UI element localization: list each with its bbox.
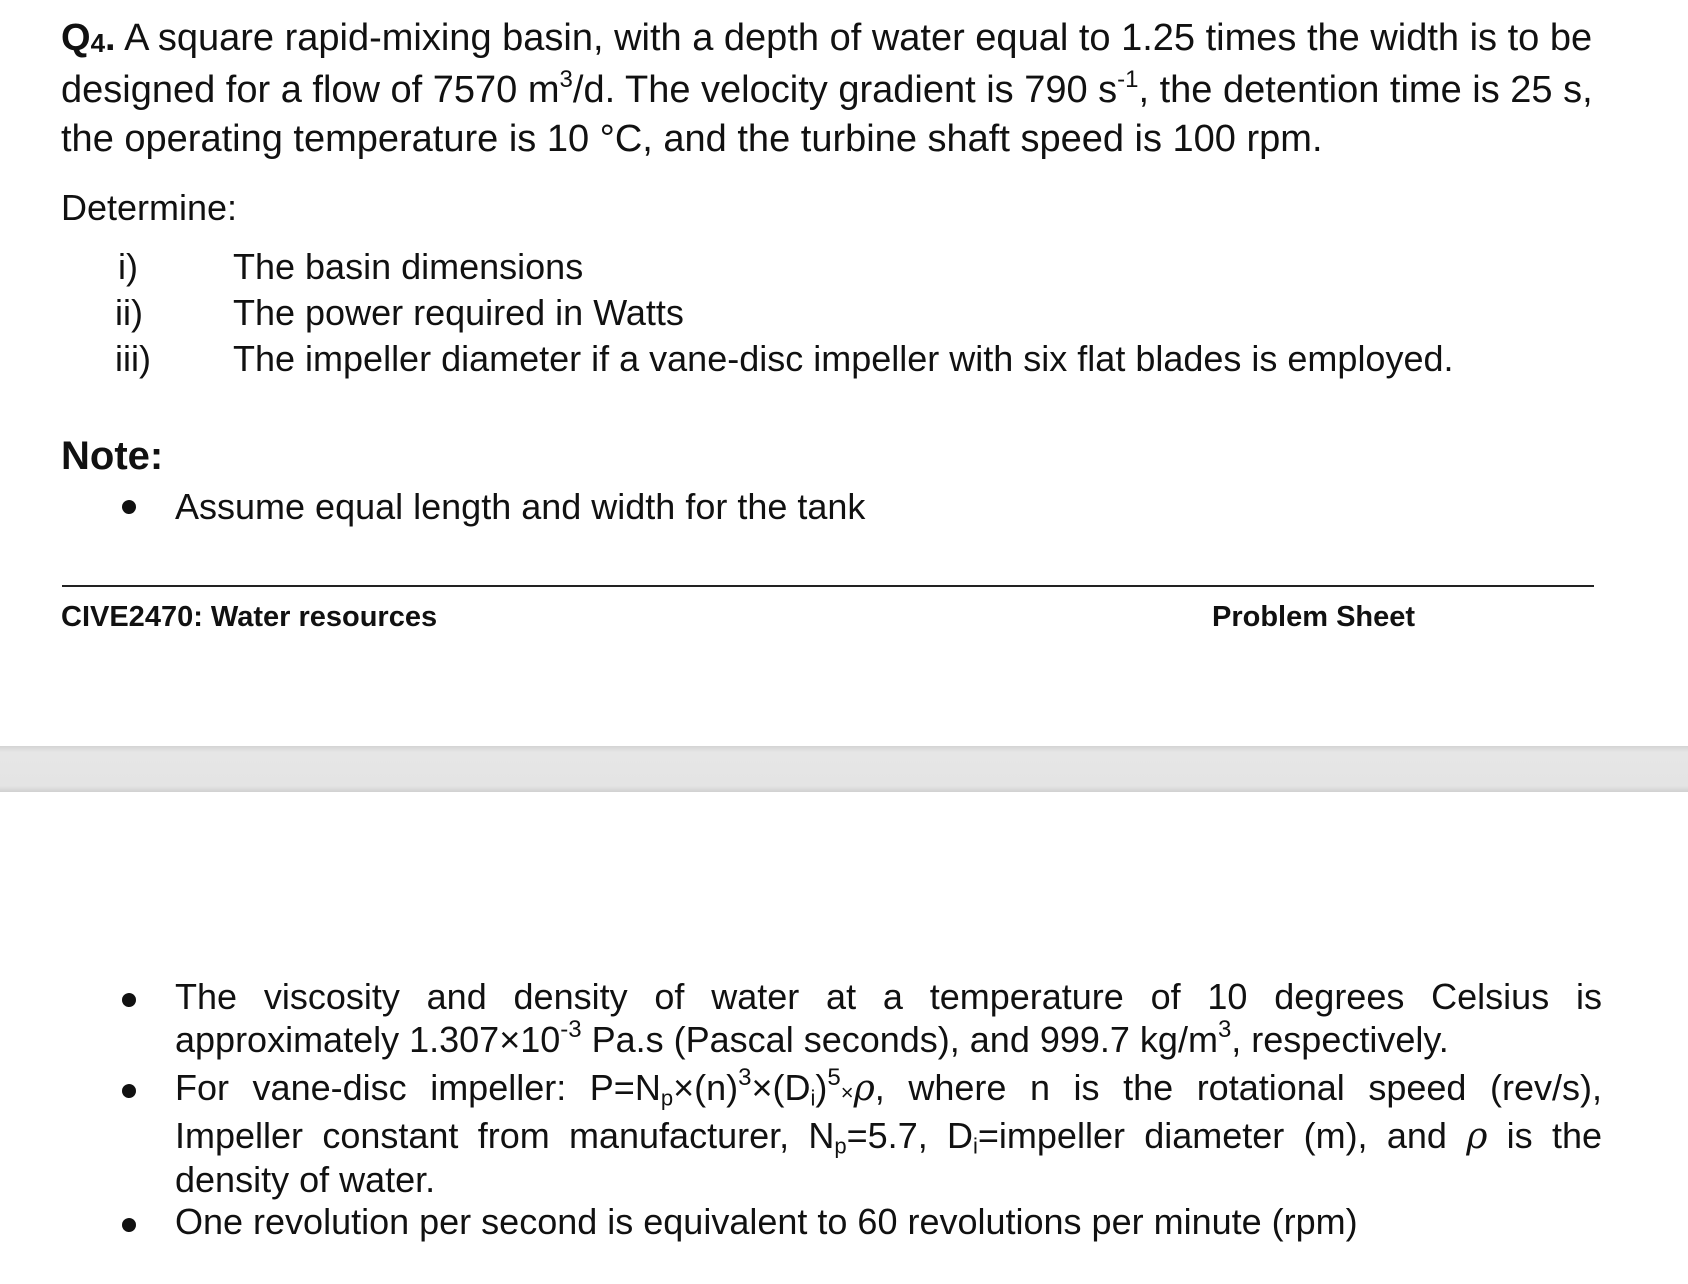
impeller-sub-i: i <box>973 1133 978 1159</box>
viscosity-text-part2: Pa.s (Pascal seconds), and 999.7 kg/m <box>581 1019 1218 1060</box>
bullet-icon <box>122 993 136 1007</box>
impeller-formula-note <box>175 1066 1602 1201</box>
impeller-text-part8: =impeller diameter (m), and <box>977 1115 1467 1156</box>
task-item-text: The impeller diameter if a vane-disc impeller with six flat blades is employed. <box>233 338 1454 379</box>
page-separator <box>0 746 1688 792</box>
question-sup-inverse: -1 <box>1117 66 1139 94</box>
impeller-sup-cubed: 3 <box>738 1064 752 1092</box>
viscosity-text-part1: The viscosity and density of water at a temperature of 10 degrees Celsius is approximately 1.307×10 <box>175 976 1602 1060</box>
impeller-sub-p: p <box>660 1085 674 1111</box>
task-item-text: The basin dimensions <box>233 246 584 287</box>
impeller-text-part1: For vane-disc impeller: P=N <box>175 1067 661 1108</box>
footer-course-title: CIVE2470: Water resources <box>61 601 438 633</box>
impeller-sup-fifth: 5 <box>827 1064 841 1092</box>
impeller-small-times: × <box>840 1080 854 1105</box>
impeller-text-part9: is the density of water. <box>175 1115 1602 1200</box>
viscosity-sup-cubed: 3 <box>1217 1016 1232 1044</box>
task-item-number: i) <box>118 246 138 287</box>
rho-symbol: ρ <box>1466 1116 1488 1157</box>
bullet-icon <box>122 500 136 514</box>
rpm-conversion-note: One revolution per second is equivalent to 60 revolutions per minute (rpm) <box>175 1201 1358 1242</box>
impeller-sub-i: i <box>810 1085 816 1111</box>
question-sup-cubed: 3 <box>559 66 573 94</box>
footer-document-type: Problem Sheet <box>1212 601 1416 633</box>
rho-symbol: ρ <box>853 1068 875 1109</box>
task-item-number: ii) <box>115 292 143 333</box>
note-bullet-text: Assume equal length and width for the tank <box>175 486 866 527</box>
impeller-text-part2: ×(n) <box>673 1067 739 1108</box>
question-text-part1: A square rapid-mixing basin, with a depth of water equal to 1.25 times the width is to be designed for a flow of 7570 m <box>61 17 1593 111</box>
question-paragraph <box>61 14 1641 164</box>
viscosity-text-part3: , respectively. <box>1231 1019 1449 1060</box>
impeller-text-part6: , where n is the rotational speed (rev/s), Impeller constant from manufacturer, N <box>175 1067 1602 1156</box>
task-item-text: The power required in Watts <box>233 292 684 333</box>
question-label-subscript: 4 <box>90 28 106 58</box>
determine-heading: Determine: <box>61 187 238 228</box>
question-text-part3: , the detention time is 25 s, the operating temperature is 10 °C, and the turbine shaft speed is 100 rpm. <box>61 69 1593 160</box>
viscosity-density-note <box>175 975 1602 1061</box>
impeller-text-part7: =5.7, D <box>846 1115 973 1156</box>
bullet-icon <box>122 1218 136 1232</box>
question-number <box>61 17 116 59</box>
question-text-part2: /d. The velocity gradient is 790 s <box>572 69 1118 111</box>
question-label-letter: Q <box>61 17 91 59</box>
impeller-text-part3: ×(D <box>751 1067 811 1108</box>
viscosity-sup-exponent: -3 <box>560 1016 582 1044</box>
bullet-icon <box>122 1084 136 1098</box>
impeller-sub-p: p <box>834 1133 847 1159</box>
question-label-dot: . <box>105 17 116 59</box>
note-heading: Note: <box>61 434 164 478</box>
page-2-region <box>0 792 1688 1284</box>
task-item-number: iii) <box>115 338 151 379</box>
impeller-text-part4: ) <box>815 1067 828 1108</box>
footer-divider <box>62 585 1594 587</box>
